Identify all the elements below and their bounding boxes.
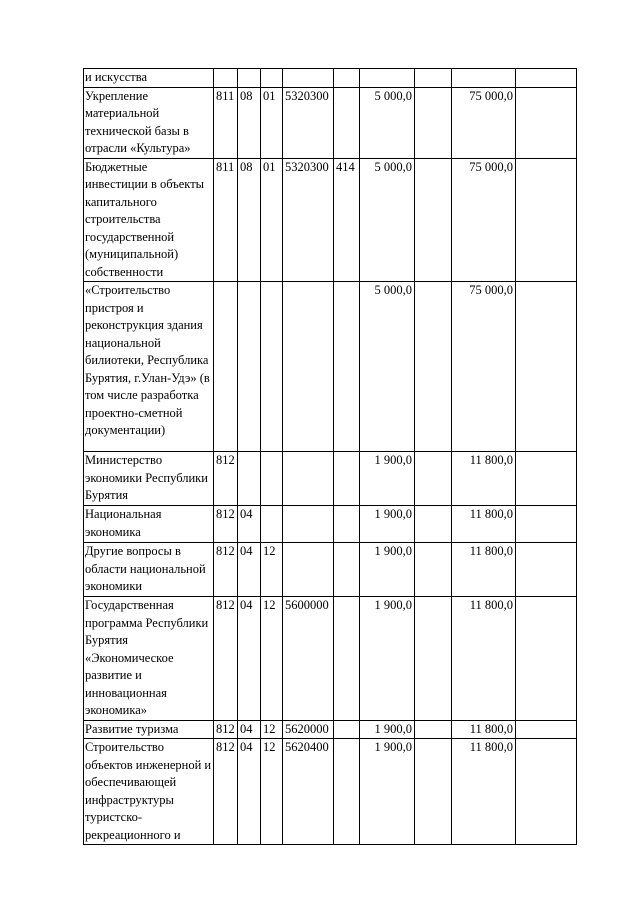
row-value-2: [415, 739, 452, 845]
row-name: «Строительство пристроя и реконструкция здания национальной билиотеки, Республика Бурятия, г.Улан-Удэ» (в том числе разработка проектно-сметной документации): [84, 282, 214, 452]
row-pr: 12: [261, 597, 283, 721]
row-csr: 5320300: [283, 87, 334, 158]
row-vr: [334, 506, 360, 543]
table-row: [84, 739, 577, 845]
row-gr: 812: [214, 506, 238, 543]
row-name: Строительство объектов инженерной и обеспечивающей инфраструктуры туристско-рекреационного и: [84, 739, 214, 845]
row-rz: 04: [238, 597, 261, 721]
row-gr: 812: [214, 543, 238, 597]
row-name: Развитие туризма: [84, 720, 214, 739]
row-vr: [334, 543, 360, 597]
row-gr: 812: [214, 452, 238, 506]
row-name: Национальная экономика: [84, 506, 214, 543]
row-value-3: 75 000,0: [452, 158, 516, 282]
table-row: [84, 543, 577, 597]
row-name: Государственная программа Республики Бурятия «Экономическое развитие и инновационная экономика»: [84, 597, 214, 721]
row-vr: [334, 452, 360, 506]
row-gr: 812: [214, 739, 238, 845]
table-row: [84, 452, 577, 506]
row-value-1: 1 900,0: [360, 597, 415, 721]
row-name: Бюджетные инвестиции в объекты капитального строительства государственной (муниципальной) собственности: [84, 158, 214, 282]
row-value-2: [415, 282, 452, 452]
row-pr: 01: [261, 158, 283, 282]
row-value-4: [516, 452, 577, 506]
row-value-1: 1 900,0: [360, 720, 415, 739]
row-name: Министерство экономики Республики Бурятия: [84, 452, 214, 506]
row-value-2: [415, 452, 452, 506]
row-rz: 04: [238, 720, 261, 739]
row-value-1: 5 000,0: [360, 87, 415, 158]
row-value-3: [452, 69, 516, 88]
table-row: [84, 69, 577, 88]
row-csr: [283, 69, 334, 88]
budget-table: [83, 68, 577, 845]
row-vr: [334, 69, 360, 88]
row-value-3: 75 000,0: [452, 282, 516, 452]
row-value-3: 11 800,0: [452, 739, 516, 845]
table-row: [84, 720, 577, 739]
row-name: Другие вопросы в области национальной экономики: [84, 543, 214, 597]
row-value-2: [415, 87, 452, 158]
row-pr: [261, 506, 283, 543]
row-value-3: 11 800,0: [452, 543, 516, 597]
row-csr: [283, 506, 334, 543]
row-csr: 5320300: [283, 158, 334, 282]
row-name: Укрепление материальной технической базы в отрасли «Культура»: [84, 87, 214, 158]
table-row: [84, 282, 577, 452]
row-value-3: 75 000,0: [452, 87, 516, 158]
row-value-1: 1 900,0: [360, 452, 415, 506]
row-value-4: [516, 597, 577, 721]
table-row: [84, 597, 577, 721]
row-pr: 12: [261, 739, 283, 845]
row-value-1: 1 900,0: [360, 739, 415, 845]
row-csr: [283, 543, 334, 597]
row-rz: 08: [238, 87, 261, 158]
row-csr: 5620000: [283, 720, 334, 739]
row-rz: 04: [238, 739, 261, 845]
row-value-2: [415, 158, 452, 282]
row-pr: [261, 69, 283, 88]
row-value-3: 11 800,0: [452, 720, 516, 739]
row-value-2: [415, 720, 452, 739]
row-vr: [334, 87, 360, 158]
row-value-4: [516, 543, 577, 597]
row-value-1: 5 000,0: [360, 158, 415, 282]
row-rz: 08: [238, 158, 261, 282]
row-value-3: 11 800,0: [452, 452, 516, 506]
row-value-3: 11 800,0: [452, 506, 516, 543]
row-value-4: [516, 87, 577, 158]
table-row: [84, 158, 577, 282]
row-gr: [214, 282, 238, 452]
row-vr: 414: [334, 158, 360, 282]
row-pr: [261, 452, 283, 506]
row-value-2: [415, 506, 452, 543]
row-value-2: [415, 543, 452, 597]
row-value-3: 11 800,0: [452, 597, 516, 721]
row-csr: 5620400: [283, 739, 334, 845]
row-value-4: [516, 282, 577, 452]
row-gr: 812: [214, 597, 238, 721]
row-gr: [214, 69, 238, 88]
row-value-2: [415, 597, 452, 721]
row-gr: 811: [214, 87, 238, 158]
row-value-4: [516, 69, 577, 88]
row-rz: 04: [238, 506, 261, 543]
row-rz: [238, 452, 261, 506]
row-csr: [283, 452, 334, 506]
row-rz: 04: [238, 543, 261, 597]
row-pr: 12: [261, 720, 283, 739]
table-body: [84, 69, 577, 845]
row-vr: [334, 597, 360, 721]
row-value-4: [516, 506, 577, 543]
row-value-4: [516, 720, 577, 739]
row-name: и искусства: [84, 69, 214, 88]
row-value-4: [516, 158, 577, 282]
row-pr: 12: [261, 543, 283, 597]
row-csr: 5600000: [283, 597, 334, 721]
row-vr: [334, 720, 360, 739]
table-row: [84, 87, 577, 158]
row-value-1: 5 000,0: [360, 282, 415, 452]
row-gr: 812: [214, 720, 238, 739]
row-value-1: 1 900,0: [360, 506, 415, 543]
row-vr: [334, 739, 360, 845]
row-rz: [238, 69, 261, 88]
row-vr: [334, 282, 360, 452]
row-pr: [261, 282, 283, 452]
row-value-1: 1 900,0: [360, 543, 415, 597]
row-gr: 811: [214, 158, 238, 282]
row-value-2: [415, 69, 452, 88]
row-csr: [283, 282, 334, 452]
row-value-4: [516, 739, 577, 845]
row-rz: [238, 282, 261, 452]
table-row: [84, 506, 577, 543]
row-pr: 01: [261, 87, 283, 158]
row-value-1: [360, 69, 415, 88]
